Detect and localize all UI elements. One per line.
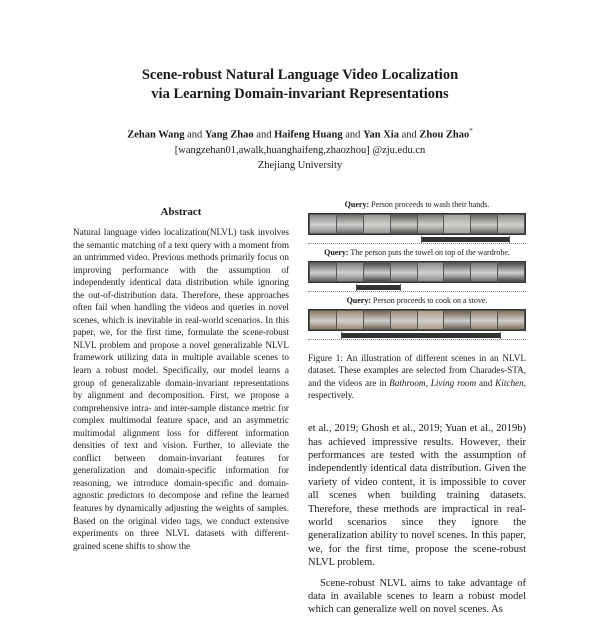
corresponding-mark: * (469, 127, 473, 135)
video-frame (310, 215, 336, 233)
video-frame (364, 215, 390, 233)
video-frame (391, 263, 417, 281)
query-label: Query: (346, 296, 371, 305)
author-name: Haifeng Huang (274, 129, 343, 141)
title-line-2: via Learning Domain-invariant Representations (151, 86, 449, 102)
moment-boundary (400, 284, 401, 291)
and-word: and (401, 129, 417, 141)
title-line-1: Scene-robust Natural Language Video Localization (141, 67, 459, 83)
scene-bathroom: Bathroom (389, 377, 426, 388)
figure-query-line (308, 200, 526, 210)
video-frame (498, 311, 524, 329)
caption-separator: , (425, 377, 431, 388)
caption-separator: and (476, 377, 496, 388)
figure-query-line (308, 248, 526, 258)
video-frame (337, 263, 363, 281)
body-text (308, 422, 526, 617)
scene-kitchen: Kitchen (495, 377, 524, 388)
video-filmstrip (308, 261, 526, 283)
query-label: Query: (344, 200, 370, 209)
right-column (308, 200, 526, 617)
video-frame (391, 215, 417, 233)
video-frame (444, 215, 470, 233)
query-text: Person proceeds to cook on a stove. (373, 296, 488, 305)
video-frame (364, 311, 390, 329)
and-word: and (345, 129, 361, 141)
video-frame (444, 311, 470, 329)
author-name: Yang Zhao (204, 129, 254, 141)
video-frame (444, 263, 470, 281)
author-name: Zehan Wang (127, 129, 185, 141)
moment-segment (341, 333, 500, 338)
and-word: and (187, 129, 203, 141)
figure-1 (308, 200, 526, 340)
affiliation: Zhejiang University (257, 159, 343, 171)
video-frame (471, 215, 497, 233)
query-label: Query: (324, 248, 349, 257)
moment-boundary (500, 332, 501, 339)
paper-title (0, 66, 600, 104)
video-frame (418, 263, 444, 281)
author-block (0, 124, 600, 173)
video-frame (418, 215, 444, 233)
body-paragraph-2: Scene-robust NLVL aims to take advantage of data in available scenes to learn a robust model which can generalize well on novel scenes. As (308, 577, 526, 616)
moment-boundary (341, 332, 342, 339)
moment-timeline (308, 285, 526, 292)
abstract-text: Natural language video localization(NLVL) task involves the semantic matching of a text query with a moment from an untrimmed video. Previous methods primarily focus on improving performance with the assumption of independently identical data distribution while ignoring the out-of-distribution data. Therefore, these approaches often fail when handling the videos and queries in novel scenes, which is inevitable in real-world scenarios. In this paper, we, for the first time, formulate the scene-robust NLVL problem and propose a novel generalizable NLVL framework utilizing data in multiple available scenes to learn a robust model. Specifically, our model learns a group of generalizable domain-invariant representations by alignment and decomposition. First, we propose a comprehensive intra- and inter-sample distance metric for complex multimodal feature space, and an asymmetric multimodal alignment loss for different information densities of text and vision. Further, to alleviate the conflict between domain-invariant features for generalization and domain-specific information for reasoning, we introduce domain-specific and domain-agnostic predictors to decompose and refine the learned features by dynamically adjusting the weights of samples. Based on the original video tags, we conduct extensive experiments on three NLVL datasets with different-grained scene shifts to show the (73, 227, 289, 551)
video-frame (498, 215, 524, 233)
query-text: Person proceeds to wash their hands. (371, 200, 490, 209)
video-frame (364, 263, 390, 281)
moment-boundary (509, 236, 510, 243)
email-users: [wangzehan01,awalk,huanghaifeng,zhaozhou] (174, 144, 370, 156)
scene-living-room: Living room (430, 377, 477, 388)
and-word: and (256, 129, 272, 141)
caption-suffix: , respectively. (308, 377, 527, 400)
abstract-heading: Abstract (160, 206, 202, 218)
video-frame (391, 311, 417, 329)
figure-caption (308, 352, 526, 401)
author-name: Zhou Zhao (419, 129, 470, 141)
video-frame (418, 311, 444, 329)
video-frame (310, 311, 336, 329)
video-frame (498, 263, 524, 281)
video-filmstrip (308, 309, 526, 331)
query-text: The person puts the towel on top of the wardrobe. (350, 248, 510, 257)
email-line (0, 143, 600, 158)
video-frame (337, 215, 363, 233)
moment-segment (421, 237, 508, 242)
video-frame (310, 263, 336, 281)
figure-query-line (308, 296, 526, 306)
video-frame (471, 263, 497, 281)
moment-segment (356, 285, 400, 290)
author-name: Yan Xia (363, 129, 399, 141)
video-filmstrip (308, 213, 526, 235)
moment-timeline (308, 333, 526, 340)
moment-boundary (356, 284, 357, 291)
video-frame (337, 311, 363, 329)
caption-prefix: Figure 1: An illustration of different scenes in an NLVL dataset. These examples are selected from Charades-STA, and the videos are in (308, 353, 526, 388)
body-paragraph-1: et al., 2019; Ghosh et al., 2019; Yuan et al., 2019b) has achieved impressive results. However, their performances are tested with the assumption of independently identical data distribution. Given the variety of video content, it is impossible to cover all scenes when building training datasets. Therefore, these methods are impractical in real-world scenarios since they ignore the generalization ability to novel scenes. In this paper, we, for the first time, propose the scene-robust NLVL problem. (308, 423, 526, 569)
video-frame (471, 311, 497, 329)
left-column (73, 206, 289, 552)
moment-timeline (308, 237, 526, 244)
email-domain: @zju.edu.cn (372, 144, 426, 156)
author-list (0, 124, 600, 143)
moment-boundary (421, 236, 422, 243)
